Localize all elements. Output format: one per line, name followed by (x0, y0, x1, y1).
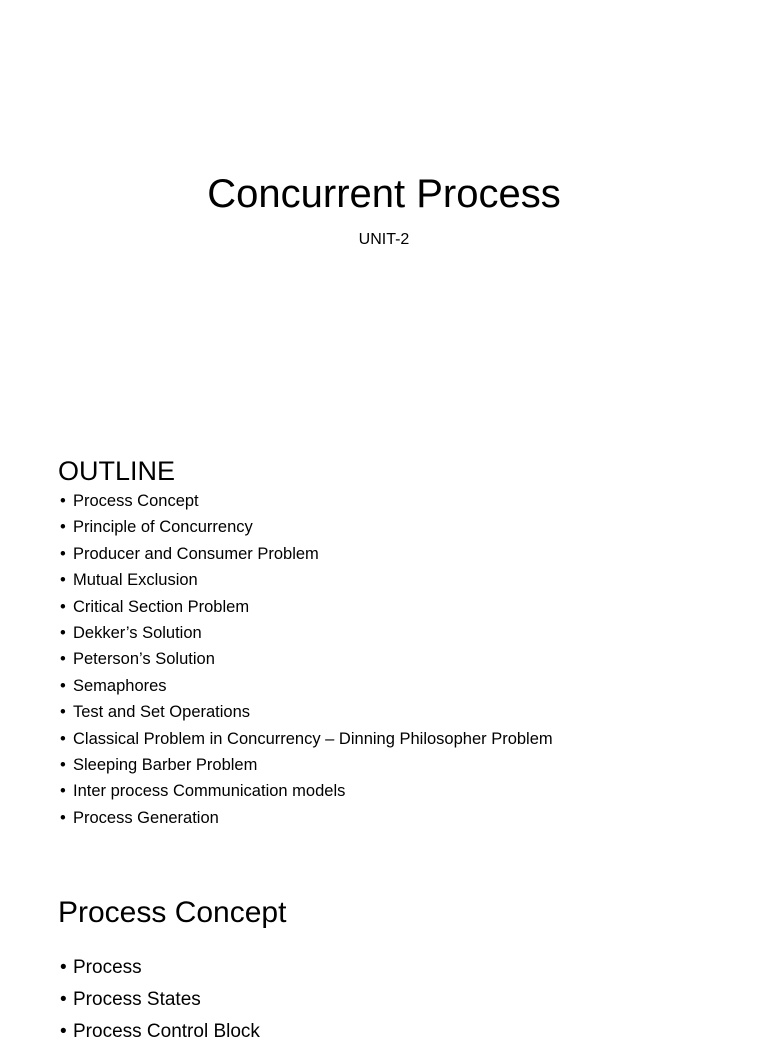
outline-slide (0, 440, 768, 840)
process-concept-list (60, 952, 260, 1048)
bullet-icon: • (60, 808, 66, 827)
bullet-icon: • (60, 624, 66, 643)
list-item (60, 673, 553, 699)
bullet-icon: • (60, 597, 66, 616)
list-item-label: Dekker’s Solution (73, 624, 202, 643)
list-item-label: Process Control Block (73, 1021, 260, 1042)
bullet-icon: • (60, 703, 66, 722)
bullet-icon: • (60, 676, 66, 695)
list-item-label: Process States (73, 989, 201, 1010)
bullet-icon: • (60, 492, 66, 510)
bullet-icon: • (60, 989, 67, 1010)
list-item-label: Principle of Concurrency (73, 518, 253, 537)
list-item-label: Mutual Exclusion (73, 571, 198, 590)
process-concept-slide (0, 880, 768, 1042)
list-item (60, 541, 553, 567)
bullet-icon: • (60, 957, 67, 978)
bullet-icon: • (60, 782, 66, 801)
list-item-label: Classical Problem in Concurrency – Dinning Philosopher Problem (73, 729, 553, 748)
list-item (60, 620, 553, 646)
outline-heading: OUTLINE (58, 456, 176, 486)
list-item-label: Semaphores (73, 676, 167, 695)
title-slide (0, 0, 768, 300)
list-item-label: Inter process Communication models (73, 782, 346, 801)
list-item-label: Process Concept (73, 492, 199, 510)
list-item (60, 726, 553, 752)
list-item (60, 488, 553, 514)
list-item (60, 805, 553, 831)
bullet-icon: • (60, 544, 66, 563)
list-item-label: Process (73, 957, 142, 978)
list-item (60, 952, 260, 984)
list-item-label: Process Generation (73, 808, 219, 827)
list-item (60, 567, 553, 593)
list-item (60, 752, 553, 778)
bullet-icon: • (60, 571, 66, 590)
bullet-icon: • (60, 729, 66, 748)
list-item-label: Critical Section Problem (73, 597, 250, 616)
outline-list (60, 488, 553, 831)
list-item (60, 594, 553, 620)
list-item-label: Producer and Consumer Problem (73, 544, 319, 563)
list-item (60, 514, 553, 540)
list-item (60, 778, 553, 804)
section-heading: Process Concept (58, 896, 287, 929)
page-title: Concurrent Process (207, 172, 561, 216)
bullet-icon: • (60, 756, 66, 775)
bullet-icon: • (60, 518, 66, 537)
list-item-label: Test and Set Operations (73, 703, 251, 722)
page-subtitle: UNIT-2 (358, 231, 410, 248)
bullet-icon: • (60, 1021, 67, 1042)
bullet-icon: • (60, 650, 66, 669)
list-item-label: Sleeping Barber Problem (73, 756, 258, 775)
list-item (60, 984, 260, 1016)
list-item (60, 646, 553, 672)
list-item-label: Peterson’s Solution (73, 650, 215, 669)
list-item (60, 1016, 260, 1048)
list-item (60, 699, 553, 725)
